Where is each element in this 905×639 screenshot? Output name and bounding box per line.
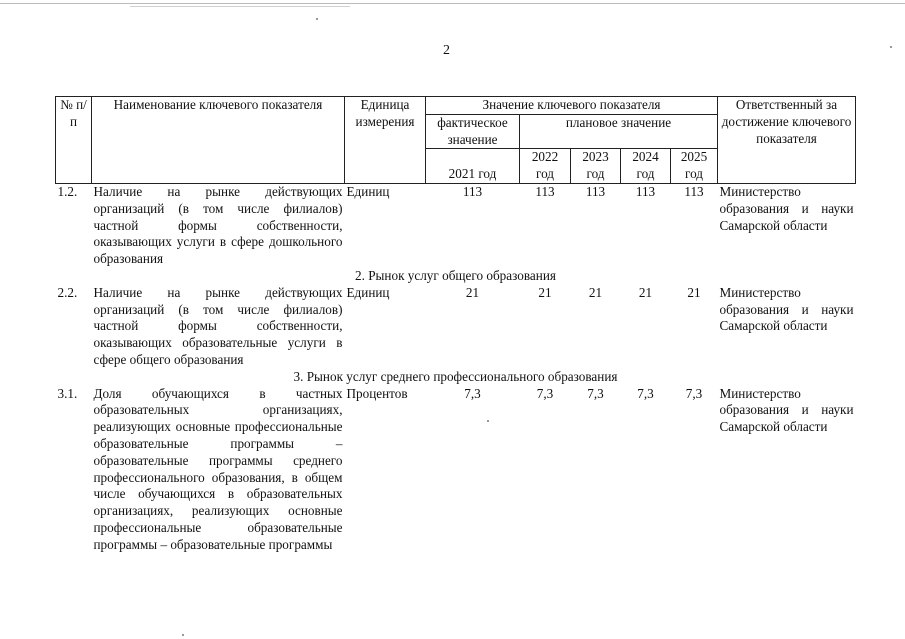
value-2021: 21 [465, 284, 480, 300]
value-2023: 113 [585, 183, 606, 199]
indicator-name: Доля обучающихся в частных образовательных организациях, реализующих основные профессиональные образовательные программы – образовательные программы среднего профессионального образования, в общем числе обучающихся в образовательных организациях, реализующих основные профессиональные образовательные программы – образовательные программы [93, 385, 343, 552]
table-body [56, 183, 856, 553]
table-row [56, 183, 856, 267]
value-2022: 113 [535, 183, 555, 199]
value-2025: 113 [684, 183, 704, 199]
value-2021: 113 [462, 183, 483, 199]
scan-edge-line [0, 3, 905, 4]
row-num: 1.2. [57, 183, 78, 199]
scan-edge-line [130, 6, 350, 7]
header-plan: плановое значение [520, 114, 718, 149]
scan-speck [487, 420, 489, 422]
value-2024: 7,3 [637, 385, 654, 401]
section-row [56, 369, 856, 386]
header-unit: Единица измерения [345, 97, 426, 184]
header-value: Значение ключевого показателя [426, 97, 718, 115]
responsible-body: Министерство образования и науки Самарской области [719, 385, 854, 435]
indicator-name: Наличие на рынке действующих организаций (в том числе филиалов) частной формы собственности, оказывающих услуги в сфере дошкольного образования [93, 183, 343, 267]
scan-speck [316, 18, 318, 20]
scan-speck [182, 634, 184, 636]
value-2024: 113 [635, 183, 656, 199]
value-2025: 21 [687, 284, 701, 300]
header-year: 2023 год [571, 149, 621, 184]
responsible-body: Министерство образования и науки Самарской области [719, 284, 854, 334]
header-fact: фактическое значение [426, 114, 520, 149]
table-row [56, 285, 856, 369]
section-title: 3. Рынок услуг среднего профессионального образования [293, 368, 618, 384]
indicator-name: Наличие на рынке действующих организаций (в том числе филиалов) частной формы собственности, оказывающих образовательные услуги в сфере общего образования [93, 284, 343, 367]
header-responsible: Ответственный за достижение ключевого показателя [718, 97, 856, 184]
value-2022: 7,3 [536, 385, 554, 401]
table-header [56, 97, 856, 184]
table-row [56, 386, 856, 554]
section-title: 2. Рынок услуг общего образования [355, 267, 556, 283]
row-num: 3.1. [57, 385, 78, 401]
header-year: 2024 год [621, 149, 671, 184]
header-year: 2025 год [671, 149, 718, 184]
page-number: 2 [443, 43, 450, 58]
value-2025: 7,3 [685, 385, 703, 401]
row-num: 2.2. [57, 284, 78, 300]
indicator-unit: Единиц [346, 183, 390, 199]
value-2021: 7,3 [464, 385, 481, 401]
value-2024: 21 [638, 284, 653, 300]
key-indicators-table [55, 96, 856, 554]
indicator-unit: Единиц [346, 284, 390, 300]
header-name: Наименование ключевого показателя [92, 97, 345, 184]
scan-speck [890, 46, 892, 48]
responsible-body: Министерство образования и науки Самарской области [719, 183, 854, 233]
value-2022: 21 [538, 284, 552, 300]
indicator-unit: Процентов [346, 385, 408, 401]
header-year: 2022 год [520, 149, 571, 184]
value-2023: 7,3 [587, 385, 604, 401]
value-2023: 21 [588, 284, 603, 300]
header-year: 2021 год [426, 149, 520, 184]
section-row [56, 268, 856, 285]
header-num: № п/п [56, 97, 92, 184]
